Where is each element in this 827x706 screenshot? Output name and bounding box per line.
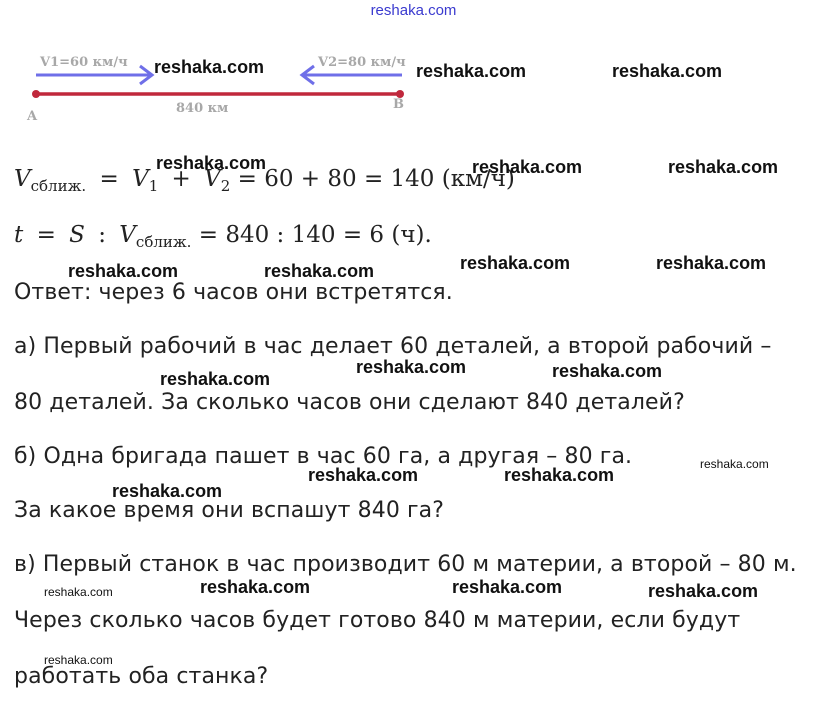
watermark: reshaka.com xyxy=(472,157,583,177)
watermark: reshaka.com xyxy=(416,61,527,81)
watermark: reshaka.com xyxy=(44,653,113,667)
point-a-label: A xyxy=(27,109,38,124)
watermark: reshaka.com xyxy=(308,465,419,485)
watermark: reshaka.com xyxy=(452,577,563,597)
problem-a-line1: а) Первый рабочий в час делает 60 деталей, а второй рабочий – xyxy=(14,334,772,359)
watermark: reshaka.com xyxy=(656,253,767,273)
point-a-dot xyxy=(32,90,40,98)
watermark: reshaka.com xyxy=(504,465,615,485)
problem-a-line2: 80 деталей. За сколько часов они сделают 840 деталей? xyxy=(14,390,685,415)
answer-text: Ответ: через 6 часов они встретятся. xyxy=(14,280,453,305)
formula-time: t = S : $V_{сближ.} = 840$ : 140 = 6 (ч). xyxy=(14,222,432,251)
watermark: reshaka.com xyxy=(356,357,467,377)
problem-c-line1: в) Первый станок в час производит 60 м материи, а второй – 80 м. xyxy=(14,552,797,577)
problem-c-line3: работать оба станка? xyxy=(14,664,269,689)
site-header[interactable]: reshaka.com xyxy=(370,2,457,19)
point-b-label: B xyxy=(393,97,404,112)
v1-label: V1=60 км/ч xyxy=(40,55,128,70)
distance-label: 840 км xyxy=(176,101,229,116)
formula-closing-speed: $V_{сближ.} = V_1 + V_2 = 60 + 80 = 140$ (км/ч) xyxy=(14,166,515,195)
watermark: reshaka.com xyxy=(200,577,311,597)
watermark: reshaka.com xyxy=(264,261,375,281)
watermark: reshaka.com xyxy=(612,61,723,81)
watermark: reshaka.com xyxy=(44,585,113,599)
watermark: reshaka.com xyxy=(648,581,759,601)
watermark: reshaka.com xyxy=(160,369,271,389)
watermark: reshaka.com xyxy=(154,57,265,77)
watermark: reshaka.com xyxy=(68,261,179,281)
watermark: reshaka.com xyxy=(552,361,663,381)
problem-c-line2: Через сколько часов будет готово 840 м материи, если будут xyxy=(14,608,741,633)
problem-b-line1: б) Одна бригада пашет в час 60 га, а другая – 80 га. xyxy=(14,444,633,469)
watermark: reshaka.com xyxy=(668,157,779,177)
watermark: reshaka.com xyxy=(156,153,267,173)
v2-label: V2=80 км/ч xyxy=(318,55,406,70)
problem-b-line2: За какое время они вспашут 840 га? xyxy=(14,498,445,523)
watermark: reshaka.com xyxy=(460,253,571,273)
watermark: reshaka.com xyxy=(700,457,769,471)
watermark: reshaka.com xyxy=(112,481,223,501)
